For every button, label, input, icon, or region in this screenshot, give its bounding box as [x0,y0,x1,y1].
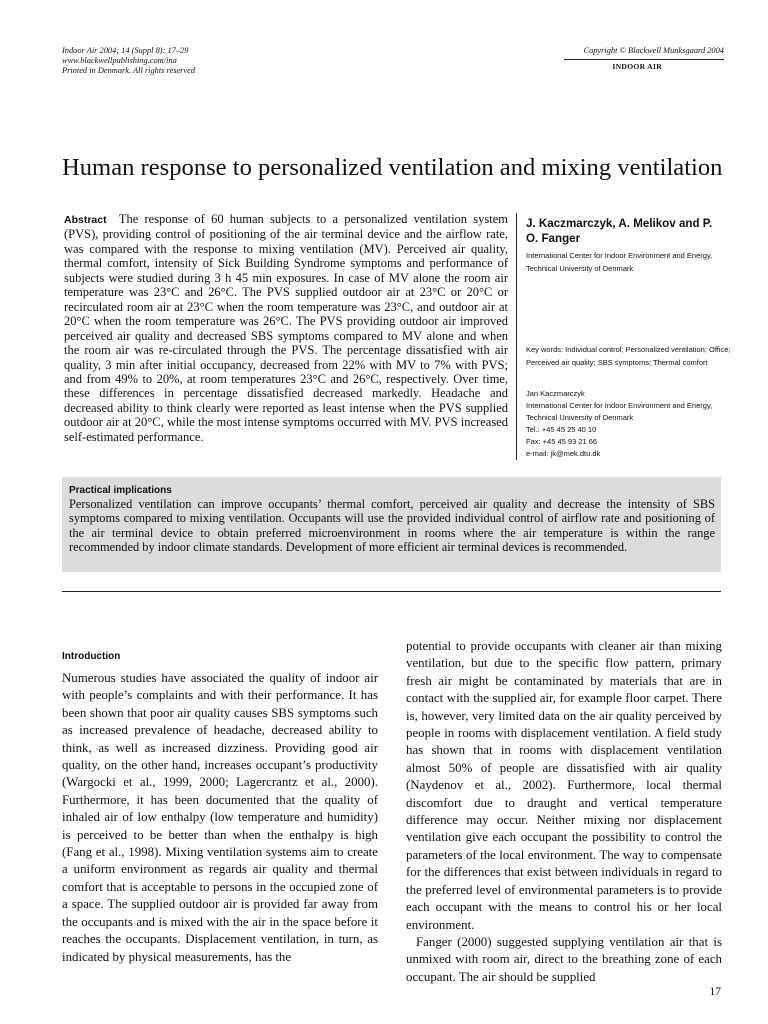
correspondence-email[interactable]: e-mail: jk@mek.dtu.dk [526,449,601,458]
citation: Indoor Air 2004; 14 (Suppl 8): 17–29 [62,46,189,55]
journal-name: INDOOR AIR [612,62,662,71]
keywords: Key words: Individual control; Personalized ventilation; Office; Perceived air quality; SBS symptoms; Thermal comfort [526,345,731,367]
paper-title: Human response to personalized ventilation and mixing ventilation [62,154,723,181]
abstract-text: The response of 60 human subjects to a personalized ventilation system (PVS), providing control of positioning of the air terminal device and the airflow rate, was compared with the response to mixing ventilation (MV). Perceived air quality, thermal comfort, intensity of Sick Building Syndrome symptoms and performance of subjects were studied during 3 h 45 min exposures. In case of MV alone the room air temperature was 23°C and 26°C. The PVS supplied outdoor air at 23°C or 20°C or recirculated room air at 23°C when the room temperature was 23°C, and outdoor air at 20°C when the room temperature was 26°C. The PVS providing outdoor air improved perceived air quality and decreased SBS symptoms compared to MV alone and when the room air was re-circulated through the PVS. The percentage dissatisfied with air quality, 3 min after initial occupancy, decreased from 22% with MV to 7% with PVS; and from 49% to 20%, at room temperatures 23°C and 26°C, respectively. Over time, these differences in percentage dissatisfied decreased markedly. Headache and decreased ability to think clearly were reported as least intense when the PVS supplied outdoor air at 20°C, while the most intense symptoms occurred with MV. PVS increased self-estimated performance. [64,212,508,444]
intro-paragraph-2: Fanger (2000) suggested supplying ventilation air that is unmixed with room air, direct to the breathing zone of each occupant. The air should be supplied [406,934,722,984]
practical-implications-heading: Practical implications [69,485,172,496]
body-column-right [406,638,722,986]
practical-implications-box [62,477,721,572]
abstract-label: Abstract [64,214,107,226]
abstract [64,212,508,444]
correspondence [526,388,732,460]
page-number: 17 [709,986,721,998]
author-affiliation: International Center for Indoor Environment and Energy, Technical University of Denmark [526,251,713,273]
header-rule [564,59,724,60]
copyright: Copyright © Blackwell Munksgaard 2004 [583,46,724,55]
correspondence-name: Jan Kaczmarczyk [526,389,585,398]
introduction-heading: Introduction [62,651,121,662]
column-divider [516,213,517,460]
body-column-left [62,670,378,966]
practical-implications-text: Personalized ventilation can improve occupants’ thermal comfort, perceived air quality and decrease the intensity of SBS symptoms compared to mixing ventilation. Occupants will use the provided individual control of airflow rate and positioning of the air terminal device to obtain preferred microenvironment in rooms where the air temperature is within the range recommended by indoor climate standards. Development of more efficient air terminal devices is recommended. [69,497,715,555]
intro-paragraph-1: Numerous studies have associated the quality of indoor air with people’s complaints and with their performance. It has been shown that poor air quality causes SBS symptoms such as increased prevalence of headache, decreased ability to think, as well as increased dizziness. Providing good air quality, on the other hand, increases occupant’s productivity (Wargocki et al., 1999, 2000; Lagercrantz et al., 2000). Furthermore, it has been documented that the quality of inhaled air of low enthalpy (low temperature and humidity) is perceived to be better than when the enthalpy is high (Fang et al., 1998). Mixing ventilation systems aim to create a uniform environment as regards air quality and thermal comfort that is acceptable to persons in the occupied zone of a space. The supplied outdoor air is provided far away from the occupants and is mixed with the air in the space before it reaches the occupants. Displacement ventilation, in turn, as indicated by physical measurements, has the [62,671,378,964]
correspondence-fax: Fax: +45 45 93 21 66 [526,437,598,446]
running-header-left [62,46,195,76]
journal-url[interactable]: www.blackwellpublishing.com/ina [62,56,177,65]
correspondence-affiliation: International Center for Indoor Environment and Energy, Technical University of Denmark [526,401,713,422]
section-rule [62,591,721,592]
intro-paragraph-1-continued: potential to provide occupants with cleaner air than mixing ventilation, but due to the specific flow pattern, primary fresh air might be contaminated by materials that are in contact with the supplied air, for example floor carpet. There is, however, very limited data on the air quality perceived by people in rooms with displacement ventilation. A field study has shown that in rooms with displacement ventilation almost 50% of people are dissatisfied with air quality (Naydenov et al., 2002). Furthermore, local thermal discomfort due to draught and vertical temperature difference may occur. Neither mixing nor displacement ventilation give each occupant the possibility to control the parameters of the local environment. The way to compensate for the differences that exist between individuals in regard to the preferred level of environmental parameters is to provide each occupant with the means to control his or her local environment. [406,639,722,932]
authors: J. Kaczmarczyk, A. Melikov and P. O. Fanger [526,217,713,245]
correspondence-tel: Tel.: +45 45 25 40 10 [526,425,597,434]
printed-notice: Printed in Denmark. All rights reserved [62,66,196,75]
